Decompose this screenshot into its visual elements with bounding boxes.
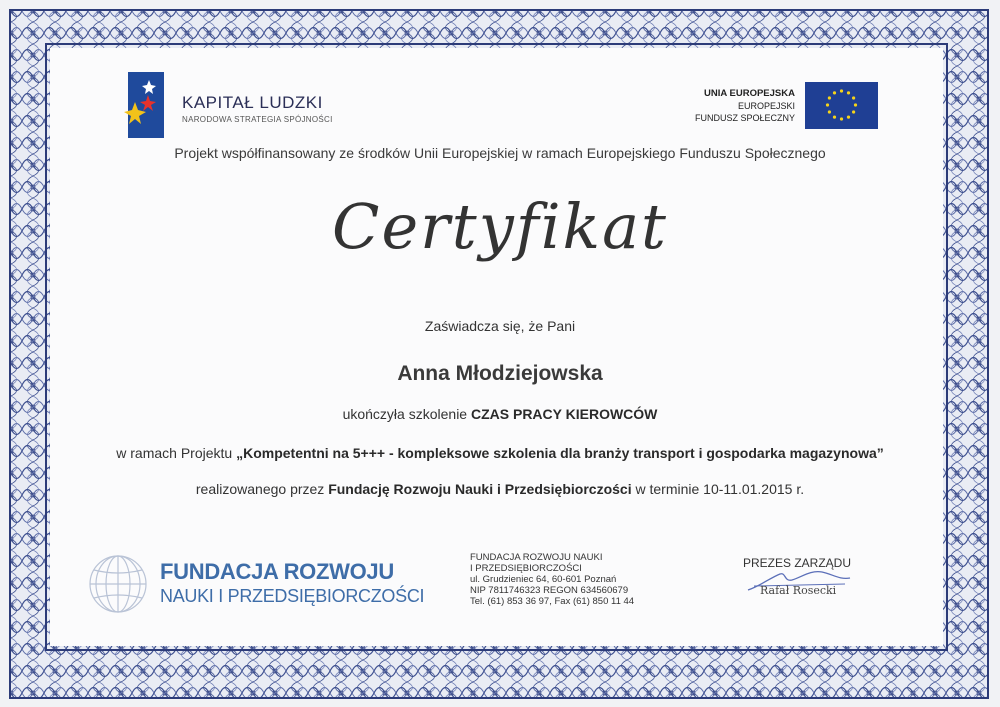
project-name: „Kompetentni na 5+++ - kompleksowe szkolenia dla branży transport i gospodarka magazynowa”	[236, 445, 884, 461]
recipient-name: Anna Młodziejowska	[397, 362, 603, 385]
eu-line3: FUNDUSZ SPOŁECZNY	[694, 113, 795, 123]
stamp-line: FUNDACJA ROZWOJU NAUKI	[470, 552, 603, 563]
course-prefix: ukończyła szkolenie	[342, 406, 468, 422]
course-name: CZAS PRACY KIEROWCÓW	[470, 406, 658, 422]
globe-icon	[85, 552, 151, 616]
signature-name: Rafał Rosecki	[760, 584, 837, 597]
program-title: KAPITAŁ LUDZKI	[182, 93, 323, 112]
cofinancing-statement: Projekt współfinansowany ze środków Unii Europejskiej w ramach Europejskiego Funduszu Społecznego	[174, 145, 826, 161]
foundation-name-line1: FUNDACJA ROZWOJU	[160, 559, 394, 584]
eu-flag-icon	[805, 82, 878, 129]
eu-line1: UNIA EUROPEJSKA	[704, 88, 795, 99]
term-dates: 10-11.01.2015 r.	[703, 481, 805, 497]
organization-stamp	[470, 552, 634, 607]
eu-line2: EUROPEJSKI	[737, 101, 795, 111]
foundation-name-line2: NAUKI I PRZEDSIĘBIORCZOŚCI	[160, 586, 425, 606]
eu-label	[640, 88, 795, 124]
realized-prefix: realizowanego przez	[195, 481, 325, 497]
stamp-line: ul. Grudzieniec 64, 60-601 Poznań	[470, 574, 617, 585]
project-line	[0, 445, 1000, 461]
stamp-line: Tel. (61) 853 36 97, Fax (61) 850 11 44	[470, 596, 635, 607]
program-subtitle: NARODOWA STRATEGIA SPÓJNOŚCI	[182, 115, 333, 124]
certificate-title: Certyfikat	[332, 190, 668, 263]
organizer-name: Fundację Rozwoju Nauki i Przedsiębiorczości	[328, 481, 632, 497]
signature-role: PREZES ZARZĄDU	[743, 556, 852, 570]
realized-line	[0, 481, 1000, 497]
kapital-ludzki-logo	[122, 72, 164, 138]
project-prefix: w ramach Projektu	[116, 445, 233, 461]
course-line	[0, 406, 1000, 422]
stamp-line: NIP 7811746323 REGON 634560679	[470, 585, 629, 596]
attest-line: Zaświadcza się, że Pani	[424, 318, 576, 334]
stamp-line: I PRZEDSIĘBIORCZOŚCI	[470, 563, 582, 574]
term-prefix: w terminie	[635, 481, 700, 497]
